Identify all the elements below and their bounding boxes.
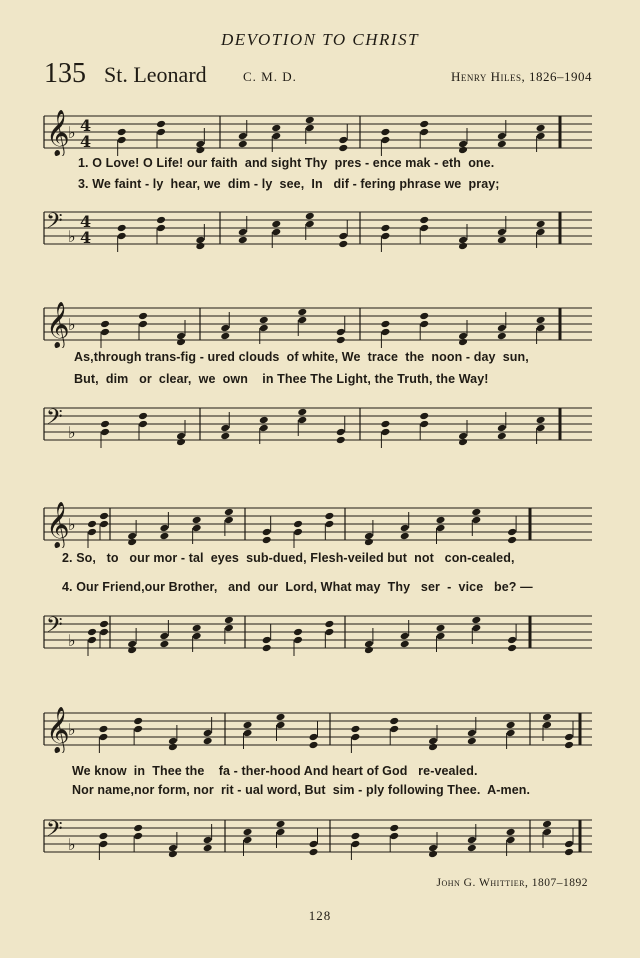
note-head [419, 412, 429, 421]
time-signature-bottom: 4 [80, 132, 92, 151]
bass-clef-icon: 𝄢 [46, 613, 63, 643]
note-head [380, 128, 390, 137]
note-head [156, 120, 166, 129]
note-head [305, 116, 315, 125]
note-head [192, 624, 202, 633]
bass-staff-4 [0, 812, 640, 860]
note-head [497, 424, 507, 433]
note-head [305, 220, 315, 229]
note-head [224, 516, 234, 525]
note-head [506, 836, 516, 845]
note-head [350, 733, 360, 742]
note-head [536, 220, 546, 229]
note-head [138, 312, 148, 321]
note-head [259, 316, 269, 325]
note-head [159, 524, 169, 533]
note-head [159, 632, 169, 641]
note-head [364, 538, 374, 547]
note-head [98, 733, 108, 742]
note-head [400, 532, 410, 541]
note-head [238, 236, 248, 245]
note-head [262, 644, 272, 653]
note-head [100, 428, 110, 437]
note-head [542, 721, 552, 730]
note-head [506, 729, 516, 738]
author-credit: John G. Whittier, 1807–1892 [436, 877, 588, 889]
note-head [305, 212, 315, 221]
note-head [98, 840, 108, 849]
note-head [428, 850, 438, 859]
note-head [338, 240, 348, 249]
note-head [293, 520, 303, 529]
note-head [98, 725, 108, 734]
note-head [497, 132, 507, 141]
note-head [350, 840, 360, 849]
note-head [400, 632, 410, 641]
note-head [467, 729, 477, 738]
note-head [336, 328, 346, 337]
note-head [271, 228, 281, 237]
note-head [293, 636, 303, 645]
note-head [497, 228, 507, 237]
meter: C. M. D. [243, 69, 297, 84]
note-head [389, 824, 399, 833]
note-head [419, 312, 429, 321]
note-head [471, 516, 481, 525]
note-head [497, 432, 507, 441]
note-head [305, 124, 315, 133]
note-head [297, 308, 307, 317]
note-head [293, 528, 303, 537]
note-head [156, 216, 166, 225]
lyric-line-4: But, dim or clear, we own in Thee The Light, the Truth, the Way! [74, 372, 489, 386]
note-head [536, 228, 546, 237]
note-head [336, 436, 346, 445]
lyric-line-3: As,through trans-fig - ured clouds of white, We trace the noon - day sun, [74, 350, 529, 364]
note-head [220, 324, 230, 333]
treble-staff-4 [0, 705, 640, 753]
note-head [99, 520, 109, 529]
note-head [419, 120, 429, 129]
note-head [220, 432, 230, 441]
note-head [389, 725, 399, 734]
note-head [117, 128, 127, 137]
key-signature-flat-icon: ♭ [68, 423, 76, 442]
note-head [262, 536, 272, 545]
note-head [117, 136, 127, 145]
note-head [100, 328, 110, 337]
note-head [380, 224, 390, 233]
note-head [192, 524, 202, 533]
note-head [419, 128, 429, 137]
note-head [238, 228, 248, 237]
note-head [259, 324, 269, 333]
note-head [159, 532, 169, 541]
note-head [271, 124, 281, 133]
note-head [192, 516, 202, 525]
note-head [507, 528, 517, 537]
note-head [467, 737, 477, 746]
note-head [497, 140, 507, 149]
note-head [243, 836, 253, 845]
note-head [176, 338, 186, 347]
note-head [168, 743, 178, 752]
note-head [380, 320, 390, 329]
bass-clef-icon: 𝄢 [46, 209, 63, 239]
note-head [564, 741, 574, 750]
note-head [497, 236, 507, 245]
note-head [467, 836, 477, 845]
note-head [276, 820, 286, 829]
key-signature-flat-icon: ♭ [68, 720, 76, 739]
note-head [276, 828, 286, 837]
note-head [458, 146, 468, 155]
note-head [400, 640, 410, 649]
note-head [87, 520, 97, 529]
note-head [293, 628, 303, 637]
note-head [389, 832, 399, 841]
note-head [324, 628, 334, 637]
note-head [458, 438, 468, 447]
bass-staff-3 [0, 608, 640, 656]
note-head [220, 424, 230, 433]
note-head [156, 224, 166, 233]
note-head [224, 616, 234, 625]
note-head [133, 725, 143, 734]
note-head [276, 721, 286, 730]
hymn-number: 135 [44, 58, 86, 89]
note-head [436, 516, 446, 525]
note-head [195, 146, 205, 155]
lyric-line-5: 2. So, to our mor - tal eyes sub-dued, Flesh-veiled but not con-cealed, [62, 551, 515, 565]
note-head [271, 220, 281, 229]
note-head [224, 624, 234, 633]
note-head [536, 416, 546, 425]
note-head [338, 232, 348, 241]
note-head [99, 512, 109, 521]
note-head [324, 620, 334, 629]
note-head [297, 416, 307, 425]
note-head [138, 412, 148, 421]
note-head [168, 850, 178, 859]
note-head [133, 832, 143, 841]
note-head [507, 536, 517, 545]
note-head [195, 242, 205, 251]
note-head [350, 832, 360, 841]
note-head [156, 128, 166, 137]
note-head [419, 224, 429, 233]
note-head [564, 840, 574, 849]
note-head [203, 729, 213, 738]
note-head [458, 338, 468, 347]
note-head [471, 508, 481, 517]
note-head [243, 729, 253, 738]
note-head [133, 824, 143, 833]
note-head [419, 216, 429, 225]
lyric-line-8: Nor name,nor form, nor rit - ual word, But sim - ply following Thee. A-men. [72, 783, 531, 797]
treble-clef-icon: 𝄞 [46, 707, 70, 753]
note-head [262, 528, 272, 537]
note-head [176, 438, 186, 447]
bass-clef-icon: 𝄢 [46, 405, 63, 435]
note-head [507, 644, 517, 653]
note-head [380, 420, 390, 429]
note-head [203, 737, 213, 746]
note-head [338, 136, 348, 145]
note-head [203, 844, 213, 853]
note-head [380, 232, 390, 241]
note-head [98, 832, 108, 841]
note-head [297, 316, 307, 325]
lyric-line-2: 3. We faint - ly hear, we dim - ly see, In dif - fering phrase we pray; [78, 177, 500, 191]
note-head [400, 524, 410, 533]
note-head [243, 721, 253, 730]
treble-clef-icon: 𝄞 [46, 302, 70, 348]
lyric-line-1: 1. O Love! O Life! our faith and sight Thy pres - ence mak - eth one. [78, 156, 495, 170]
note-head [542, 713, 552, 722]
key-signature-flat-icon: ♭ [68, 123, 76, 142]
note-head [336, 336, 346, 345]
note-head [471, 616, 481, 625]
note-head [138, 420, 148, 429]
note-head [336, 428, 346, 437]
note-head [536, 132, 546, 141]
bass-staff-1 [0, 204, 640, 252]
note-head [338, 144, 348, 153]
note-head [220, 332, 230, 341]
note-head [243, 828, 253, 837]
section-title: DEVOTION TO CHRIST [220, 30, 420, 49]
composer-credit: Henry Hiles, 1826–1904 [450, 69, 592, 84]
note-head [536, 124, 546, 133]
note-head [224, 508, 234, 517]
note-head [127, 646, 137, 655]
note-head [350, 725, 360, 734]
note-head [436, 632, 446, 641]
note-head [309, 840, 319, 849]
note-head [536, 324, 546, 333]
treble-clef-icon: 𝄞 [46, 502, 70, 548]
lyric-line-7: We know in Thee the fa - ther-hood And heart of God re-vealed. [72, 764, 478, 778]
note-head [436, 624, 446, 633]
note-head [309, 848, 319, 857]
note-head [419, 320, 429, 329]
note-head [87, 636, 97, 645]
note-head [259, 424, 269, 433]
note-head [324, 512, 334, 521]
tune-name: St. Leonard [104, 62, 207, 87]
bass-staff-2 [0, 400, 640, 448]
treble-staff-3 [0, 500, 640, 548]
note-head [87, 528, 97, 537]
note-head [471, 624, 481, 633]
note-head [564, 733, 574, 742]
note-head [542, 820, 552, 829]
note-head [203, 836, 213, 845]
note-head [506, 721, 516, 730]
note-head [297, 408, 307, 417]
note-head [380, 328, 390, 337]
note-head [324, 520, 334, 529]
treble-staff-2 [0, 300, 640, 348]
note-head [127, 538, 137, 547]
note-head [364, 646, 374, 655]
key-signature-flat-icon: ♭ [68, 515, 76, 534]
key-signature-flat-icon: ♭ [68, 631, 76, 650]
time-signature-top: 4 [80, 116, 92, 135]
note-head [100, 320, 110, 329]
time-signature-bottom: 4 [80, 228, 92, 247]
note-head [536, 424, 546, 433]
page-number: 128 [308, 908, 332, 923]
note-head [536, 316, 546, 325]
note-head [192, 632, 202, 641]
lyric-line-6: 4. Our Friend,our Brother, and our Lord, What may Thy ser - vice be? — [62, 580, 533, 594]
note-head [133, 717, 143, 726]
note-head [238, 140, 248, 149]
note-head [262, 636, 272, 645]
note-head [497, 332, 507, 341]
note-head [542, 828, 552, 837]
note-head [309, 741, 319, 750]
key-signature-flat-icon: ♭ [68, 315, 76, 334]
note-head [428, 743, 438, 752]
note-head [309, 733, 319, 742]
note-head [564, 848, 574, 857]
note-head [99, 620, 109, 629]
note-head [99, 628, 109, 637]
note-head [238, 132, 248, 141]
note-head [380, 136, 390, 145]
note-head [276, 713, 286, 722]
note-head [506, 828, 516, 837]
note-head [389, 717, 399, 726]
note-head [497, 324, 507, 333]
note-head [259, 416, 269, 425]
note-head [419, 420, 429, 429]
note-head [271, 132, 281, 141]
key-signature-flat-icon: ♭ [68, 227, 76, 246]
note-head [87, 628, 97, 637]
note-head [159, 640, 169, 649]
treble-staff-1 [0, 108, 640, 156]
bass-clef-icon: 𝄢 [46, 817, 63, 847]
note-head [100, 420, 110, 429]
note-head [507, 636, 517, 645]
note-head [467, 844, 477, 853]
time-signature-top: 4 [80, 212, 92, 231]
key-signature-flat-icon: ♭ [68, 835, 76, 854]
note-head [380, 428, 390, 437]
note-head [117, 232, 127, 241]
note-head [117, 224, 127, 233]
note-head [458, 242, 468, 251]
treble-clef-icon: 𝄞 [46, 110, 70, 156]
note-head [138, 320, 148, 329]
note-head [436, 524, 446, 533]
